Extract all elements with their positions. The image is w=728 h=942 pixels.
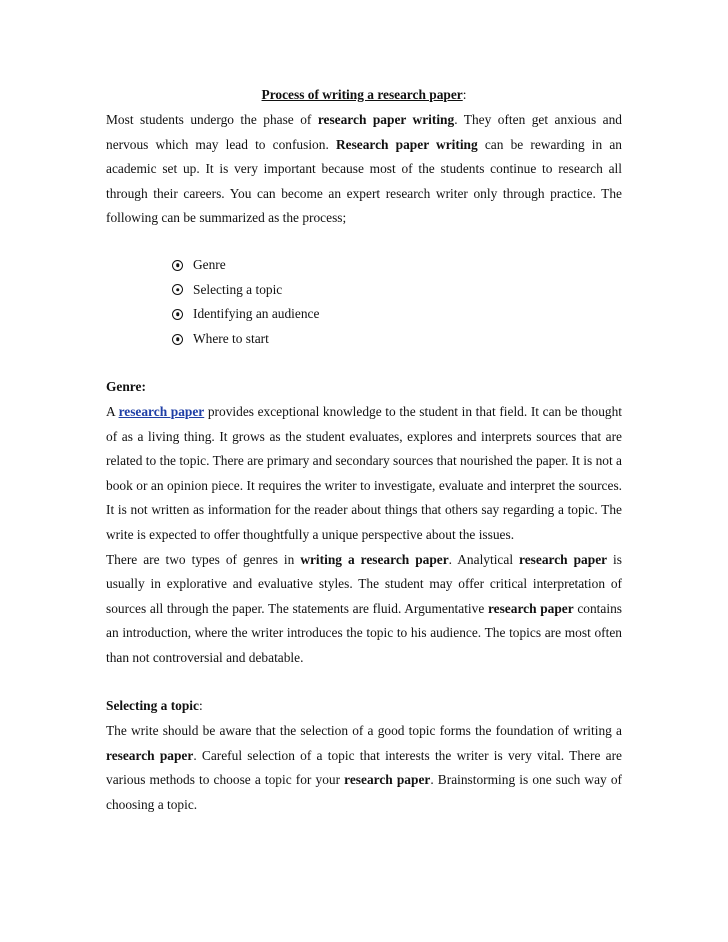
circle-bullet-icon: [172, 309, 183, 320]
intro-paragraph: [106, 108, 622, 231]
list-item-label: Genre: [193, 256, 226, 272]
genre-heading: Genre:: [106, 379, 146, 395]
document-page: [106, 82, 622, 817]
genre-paragraph-2: [106, 548, 622, 671]
list-item: [172, 302, 622, 327]
process-list: [106, 253, 622, 351]
section-gap: [106, 670, 622, 694]
intro-text-3: can be rewarding in an academic set up. It is very important because most of the students continue to research all through their careers. You can become an expert research writer only through practice. The following can be summarized as the process;: [106, 136, 623, 226]
intro-bold-1: research paper writing: [317, 112, 455, 127]
intro-text-2: . They often get anxious and nervous which may lead to confusion.: [106, 112, 622, 152]
intro-bold-2: Research paper writing: [335, 136, 478, 152]
selecting-heading-text: Selecting a topic: [106, 698, 199, 714]
title-text: Process of writing a research paper: [261, 87, 463, 102]
document-title: [106, 82, 622, 108]
selecting-bold-2: research paper: [344, 772, 431, 788]
list-item-label: Selecting a topic: [193, 281, 283, 297]
selecting-text-2: . Careful selection of a topic that interests the writer is very vital. There are various methods to choose a topic for your: [106, 747, 622, 788]
circle-bullet-icon: [172, 334, 183, 345]
research-paper-link[interactable]: research paper: [118, 403, 205, 419]
genre-p2-bold-1: writing a research paper: [300, 551, 449, 567]
genre-p2-text-1: There are two types of genres in: [106, 551, 301, 567]
intro-text-1: Most students undergo the phase of: [106, 112, 318, 127]
list-item: [172, 327, 622, 352]
genre-p2-bold-2: research paper: [519, 551, 608, 567]
selecting-heading-colon: :: [198, 698, 203, 714]
genre-p1-text-2: provides exceptional knowledge to the student in that field. It can be thought of as a living thing. It grows as the student evaluates, explores and interprets sources that are related to the topic. There are primary and secondary sources that nourished the paper. It is not a book or an opinion piece. It requires the writer to investigate, evaluate and interpret the sources. It is not written as information for the reader about things that others say regarding a topic. The write is expected to offer thoughtfully a unique perspective about the issues.: [106, 403, 623, 542]
selecting-text-3: . Brainstorming is one such way of choosing a topic.: [106, 772, 622, 812]
selecting-heading: [106, 694, 622, 719]
genre-p1-text-1: A: [106, 403, 119, 419]
genre-paragraph-1: [106, 400, 622, 548]
list-item-label: Where to start: [193, 330, 269, 346]
selecting-bold-1: research paper: [106, 747, 194, 763]
list-item-label: Identifying an audience: [193, 306, 320, 322]
circle-bullet-icon: [172, 284, 183, 295]
genre-p2-bold-3: research paper: [487, 600, 574, 616]
selecting-text-1: The write should be aware that the selection of a good topic forms the foundation of writing a: [106, 723, 622, 739]
list-item: [172, 278, 622, 303]
genre-p2-text-4: contains an introduction, where the writer introduces the topic to his audience. The topics are most often than not controversial and debatable.: [106, 600, 622, 665]
title-colon: :: [462, 87, 467, 102]
genre-p2-text-3: is usually in explorative and evaluative styles. The student may offer critical interpretation of sources all through the paper. The statements are fluid. Argumentative: [106, 551, 622, 616]
genre-p2-text-2: . Analytical: [448, 551, 520, 567]
list-item: [172, 253, 622, 278]
selecting-paragraph: [106, 719, 622, 817]
circle-bullet-icon: [172, 260, 183, 271]
